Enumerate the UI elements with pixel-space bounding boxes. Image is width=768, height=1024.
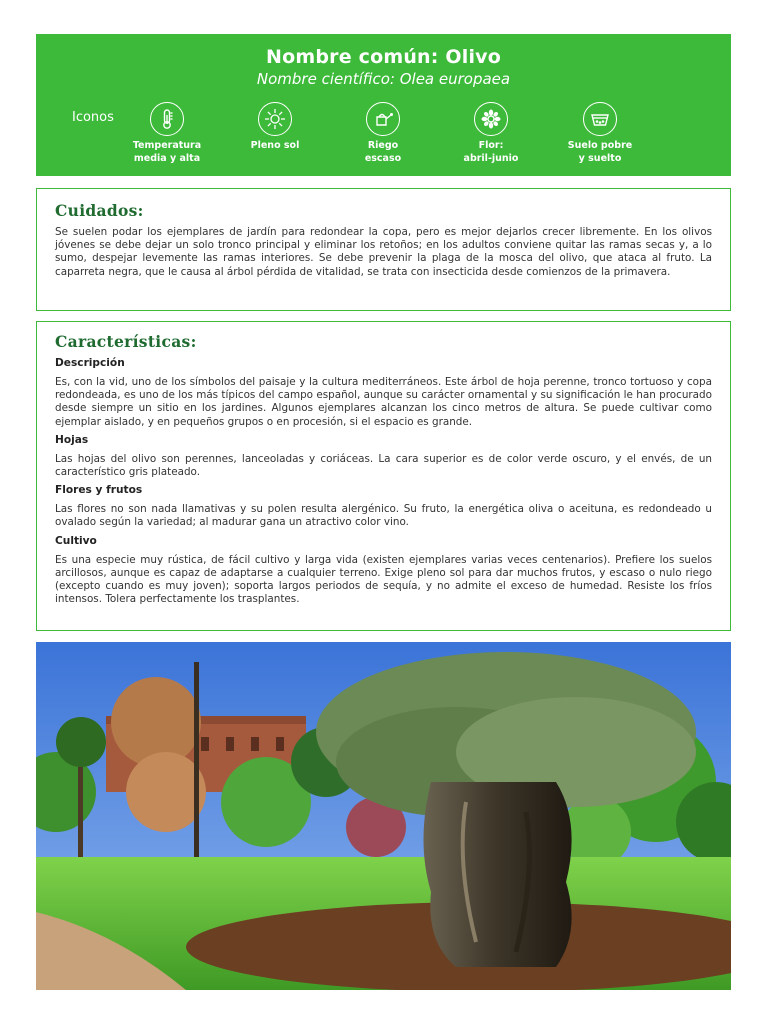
icons-label: Iconos (72, 110, 114, 125)
soil-pot-icon (583, 102, 617, 136)
icon-watering-label: Riego escaso (364, 140, 402, 164)
icon-sun (225, 102, 325, 153)
icon-soil-label: Suelo pobre y suelto (567, 140, 633, 164)
icon-flower-label: Flor: abril-junio (463, 140, 519, 164)
flower-icon (474, 102, 508, 136)
icon-temperature (117, 102, 217, 165)
cuidados-text: Se suelen podar los ejemplares de jardín para redondear la copa, pero es mejor dejarlos crecer libremente. En los olivos jóvenes se debe dejar un solo tronco principal y eliminar los retoños; en los adultos conviene quitar las ramas secas y, a lo sumo, despejar levemente las ramas interiores. Se debe prevenir la plaga de la mosca del olivo, que ataca al fruto. La caparreta negra, que le causa al árbol pérdida de vitalidad, se trata con insecticida desde comienzos de la primavera. (55, 226, 712, 278)
thermometer-icon (150, 102, 184, 136)
cuidados-title: Cuidados: (55, 201, 144, 220)
cultivo-heading: Cultivo (55, 534, 97, 547)
hojas-heading: Hojas (55, 433, 89, 446)
olive-tree-photo (36, 642, 731, 990)
common-name-title: Nombre común: Olivo (265, 46, 502, 68)
flores-heading: Flores y frutos (55, 484, 143, 497)
sun-icon (258, 102, 292, 136)
scientific-name: Nombre científico: Olea europaea (256, 70, 511, 88)
cultivo-text: Es una especie muy rústica, de fácil cultivo y larga vida (existen ejemplares varias veces centenarios). Prefiere los suelos arcillosos, aunque es capaz de adaptarse a cualquier terreno. Exige pleno sol para dar muchos frutos, y escaso o nulo riego (excepto cuando es muy joven); soporta largos periodos de sequía, y no admite el exceso de humedad. Resiste los fríos intensos. Tolera perfectamente los trasplantes. (55, 553, 712, 606)
icon-flower (441, 102, 541, 165)
watering-can-icon (366, 102, 400, 136)
icon-watering (333, 102, 433, 165)
icon-temperature-label: Temperatura media y alta (132, 140, 202, 164)
caracteristicas-title: Características: (55, 332, 197, 351)
icon-sun-label: Pleno sol (250, 140, 300, 151)
descripcion-heading: Descripción (55, 357, 125, 369)
descripcion-text: Es, con la vid, uno de los símbolos del paisaje y la cultura mediterráneos. Este árbol de hoja perenne, tronco tortuoso y copa redondeada, es uno de los más típicos del campo español, aunque su carácter ornamental y su significación le han procurado desde siempre un sitio en los jardines. Algunos ejemplares alcanzan los cinco metros de altura. Se puede cultivar como ejemplar aislado, y en pequeños grupos o en procesión, si el espacio es grande. (55, 376, 712, 428)
header-banner (36, 34, 731, 176)
caracteristicas-section (36, 321, 731, 631)
cuidados-section (36, 188, 731, 311)
hojas-text: Las hojas del olivo son perennes, lanceoladas y coriáceas. La cara superior es de color verde oscuro, y el envés, de un característico gris plateado. (55, 452, 712, 479)
flores-text: Las flores no son nada llamativas y su polen resulta alergénico. Su fruto, la energética oliva o aceituna, es redondeado u ovalado según la variedad; al madurar gana un atractivo color vino. (55, 503, 712, 529)
icon-soil (550, 102, 650, 165)
